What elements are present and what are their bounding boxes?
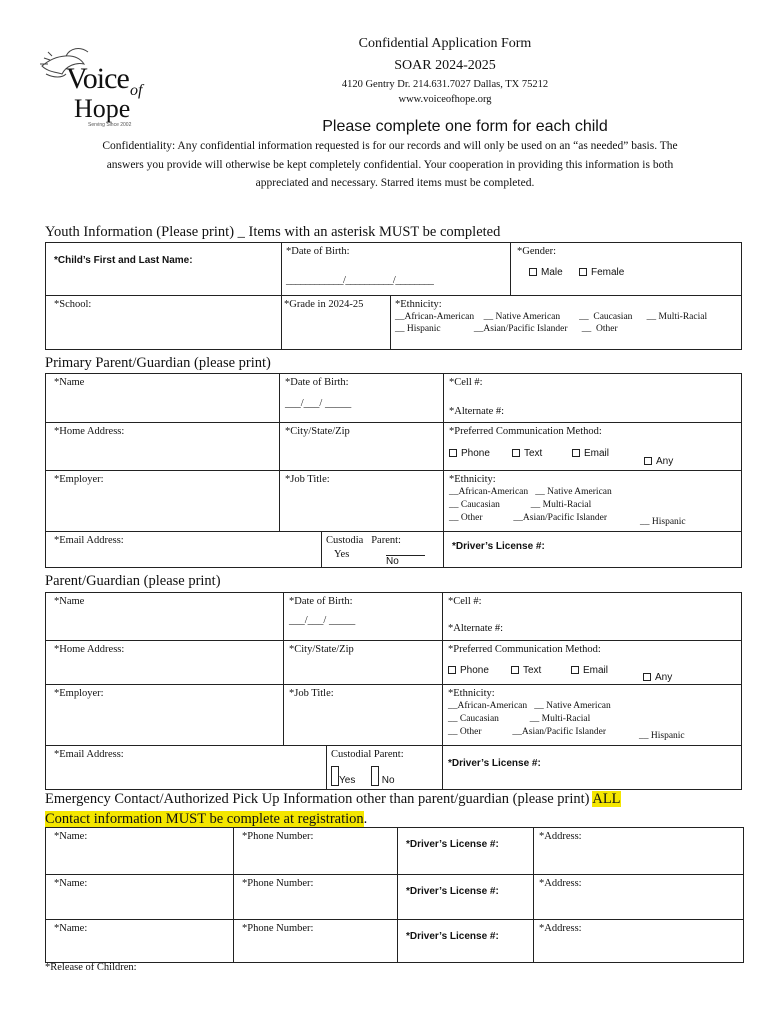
- secondary-pref-comm-field[interactable]: *Preferred Communication Method: Phone Text Email Any: [443, 641, 742, 685]
- checkbox-yes[interactable]: [331, 766, 339, 786]
- primary-table: [45, 373, 742, 568]
- youth-dob-field[interactable]: *Date of Birth: ____________/__________/________: [282, 243, 511, 296]
- female-option[interactable]: Female: [579, 267, 624, 278]
- confidentiality-line-3: appreciated and necessary. Starred items must be completed.: [255, 177, 535, 189]
- primary-custodial-field[interactable]: Custodia Parent: Yes No: [322, 532, 444, 568]
- secondary-email-option[interactable]: Email: [571, 665, 608, 676]
- emergency-phone-field[interactable]: *Phone Number:: [234, 920, 398, 963]
- secondary-custodial-field[interactable]: Custodial Parent: Yes No: [327, 746, 443, 790]
- primary-cell-field[interactable]: *Cell #: *Alternate #:: [444, 374, 742, 423]
- checkbox-text[interactable]: [511, 666, 519, 674]
- primary-city-field[interactable]: *City/State/Zip: [280, 423, 444, 471]
- child-name-field[interactable]: *Child’s First and Last Name:: [46, 243, 282, 296]
- primary-text-option[interactable]: Text: [512, 448, 542, 459]
- emergency-license-field[interactable]: *Driver’s License #:: [398, 920, 534, 963]
- primary-custodial-yes[interactable]: Yes: [334, 549, 350, 560]
- primary-email-field[interactable]: *Email Address:: [46, 532, 322, 568]
- primary-any-option[interactable]: Any: [644, 456, 673, 467]
- primary-pref-comm-field[interactable]: *Preferred Communication Method: Phone Text Email Any: [444, 423, 742, 471]
- checkbox-email[interactable]: [571, 666, 579, 674]
- logo-hope: Hope: [74, 94, 131, 123]
- school-field[interactable]: *School:: [46, 296, 282, 350]
- checkbox-phone[interactable]: [448, 666, 456, 674]
- primary-custodial-no[interactable]: No: [386, 555, 425, 567]
- release-of-children: *Release of Children:: [45, 962, 137, 973]
- emergency-row: [46, 875, 744, 920]
- secondary-city-field[interactable]: *City/State/Zip: [284, 641, 443, 685]
- logo-tagline: Serving Since 2002: [88, 122, 132, 128]
- secondary-table: [45, 592, 742, 790]
- org-website[interactable]: www.voiceofhope.org: [398, 94, 492, 105]
- checkbox-text[interactable]: [512, 449, 520, 457]
- secondary-any-option[interactable]: Any: [643, 672, 672, 683]
- emergency-address-field[interactable]: *Address:: [534, 875, 744, 920]
- youth-ethnicity-field[interactable]: *Ethnicity: __African-American __ Native American __ Caucasian __ Multi-Racial __ Hispanic __Asian/Pacific Islander __ Other: [391, 296, 742, 350]
- gender-field[interactable]: *Gender: Male Female: [511, 243, 742, 296]
- confidentiality-line-1: Confidentiality: Any confidential information requested is for our records and will only be used on an “as needed” basis. The: [102, 140, 678, 152]
- secondary-dob-field[interactable]: *Date of Birth: ___/___/ _____: [284, 593, 443, 641]
- grade-field[interactable]: *Grade in 2024-25: [282, 296, 391, 350]
- primary-email-option[interactable]: Email: [572, 448, 609, 459]
- emergency-name-field[interactable]: *Name:: [46, 828, 234, 875]
- primary-dob-field[interactable]: *Date of Birth: ___/___/ _____: [280, 374, 444, 423]
- secondary-custodial-no[interactable]: No: [371, 766, 395, 786]
- secondary-cell-field[interactable]: *Cell #: *Alternate #:: [443, 593, 742, 641]
- secondary-license-field[interactable]: *Driver’s License #:: [443, 746, 742, 790]
- logo-of: of: [130, 82, 143, 99]
- secondary-ethnicity-field[interactable]: *Ethnicity: __African-American __ Native American __ Caucasian __ Multi-Racial __ Other __Asian/Pacific Islander __ Hispanic: [443, 685, 742, 746]
- secondary-text-option[interactable]: Text: [511, 665, 541, 676]
- checkbox-email[interactable]: [572, 449, 580, 457]
- primary-address-field[interactable]: *Home Address:: [46, 423, 280, 471]
- emergency-phone-field[interactable]: *Phone Number:: [234, 828, 398, 875]
- emergency-name-field[interactable]: *Name:: [46, 920, 234, 963]
- emergency-heading: Emergency Contact/Authorized Pick Up Information other than parent/guardian (please print) ALL Contact information MUST be complete at registration.: [45, 791, 621, 827]
- secondary-custodial-yes[interactable]: Yes: [331, 766, 355, 786]
- instruction: Please complete one form for each child: [322, 118, 608, 135]
- emergency-license-field[interactable]: *Driver’s License #:: [398, 875, 534, 920]
- primary-name-field[interactable]: *Name: [46, 374, 280, 423]
- logo-voice: Voice: [66, 62, 129, 95]
- checkbox-male[interactable]: [529, 268, 537, 276]
- primary-license-field[interactable]: *Driver’s License #:: [444, 532, 742, 568]
- form-subtitle: SOAR 2024-2025: [394, 58, 496, 73]
- emergency-row: [46, 920, 744, 963]
- secondary-email-field[interactable]: *Email Address:: [46, 746, 327, 790]
- primary-ethnicity-field[interactable]: *Ethnicity: __African-American __ Native American __ Caucasian __ Multi-Racial __ Other __Asian/Pacific Islander __ Hispanic: [444, 471, 742, 532]
- secondary-address-field[interactable]: *Home Address:: [46, 641, 284, 685]
- secondary-job-field[interactable]: *Job Title:: [284, 685, 443, 746]
- male-option[interactable]: Male: [529, 267, 563, 278]
- youth-table: [45, 242, 742, 350]
- primary-phone-option[interactable]: Phone: [449, 448, 490, 459]
- secondary-name-field[interactable]: *Name: [46, 593, 284, 641]
- checkbox-female[interactable]: [579, 268, 587, 276]
- emergency-address-field[interactable]: *Address:: [534, 920, 744, 963]
- emergency-license-field[interactable]: *Driver’s License #:: [398, 828, 534, 875]
- org-address: 4120 Gentry Dr. 214.631.7027 Dallas, TX 75212: [341, 79, 549, 90]
- emergency-address-field[interactable]: *Address:: [534, 828, 744, 875]
- primary-job-field[interactable]: *Job Title:: [280, 471, 444, 532]
- form-title: Confidential Application Form: [358, 36, 532, 51]
- emergency-name-field[interactable]: *Name:: [46, 875, 234, 920]
- secondary-employer-field[interactable]: *Employer:: [46, 685, 284, 746]
- checkbox-phone[interactable]: [449, 449, 457, 457]
- primary-heading: Primary Parent/Guardian (please print): [45, 355, 271, 371]
- emergency-phone-field[interactable]: *Phone Number:: [234, 875, 398, 920]
- confidentiality-line-2: answers you provide will otherwise be kept completely confidential. Your cooperation in providing this information is both: [106, 159, 674, 171]
- emergency-row: [46, 828, 744, 875]
- secondary-heading: Parent/Guardian (please print): [45, 573, 221, 589]
- secondary-phone-option[interactable]: Phone: [448, 665, 489, 676]
- emergency-table: [45, 827, 744, 963]
- checkbox-no[interactable]: [371, 766, 379, 786]
- checkbox-any[interactable]: [643, 673, 651, 681]
- primary-employer-field[interactable]: *Employer:: [46, 471, 280, 532]
- checkbox-any[interactable]: [644, 457, 652, 465]
- youth-heading: Youth Information (Please print) _ Items with an asterisk MUST be completed: [45, 224, 501, 240]
